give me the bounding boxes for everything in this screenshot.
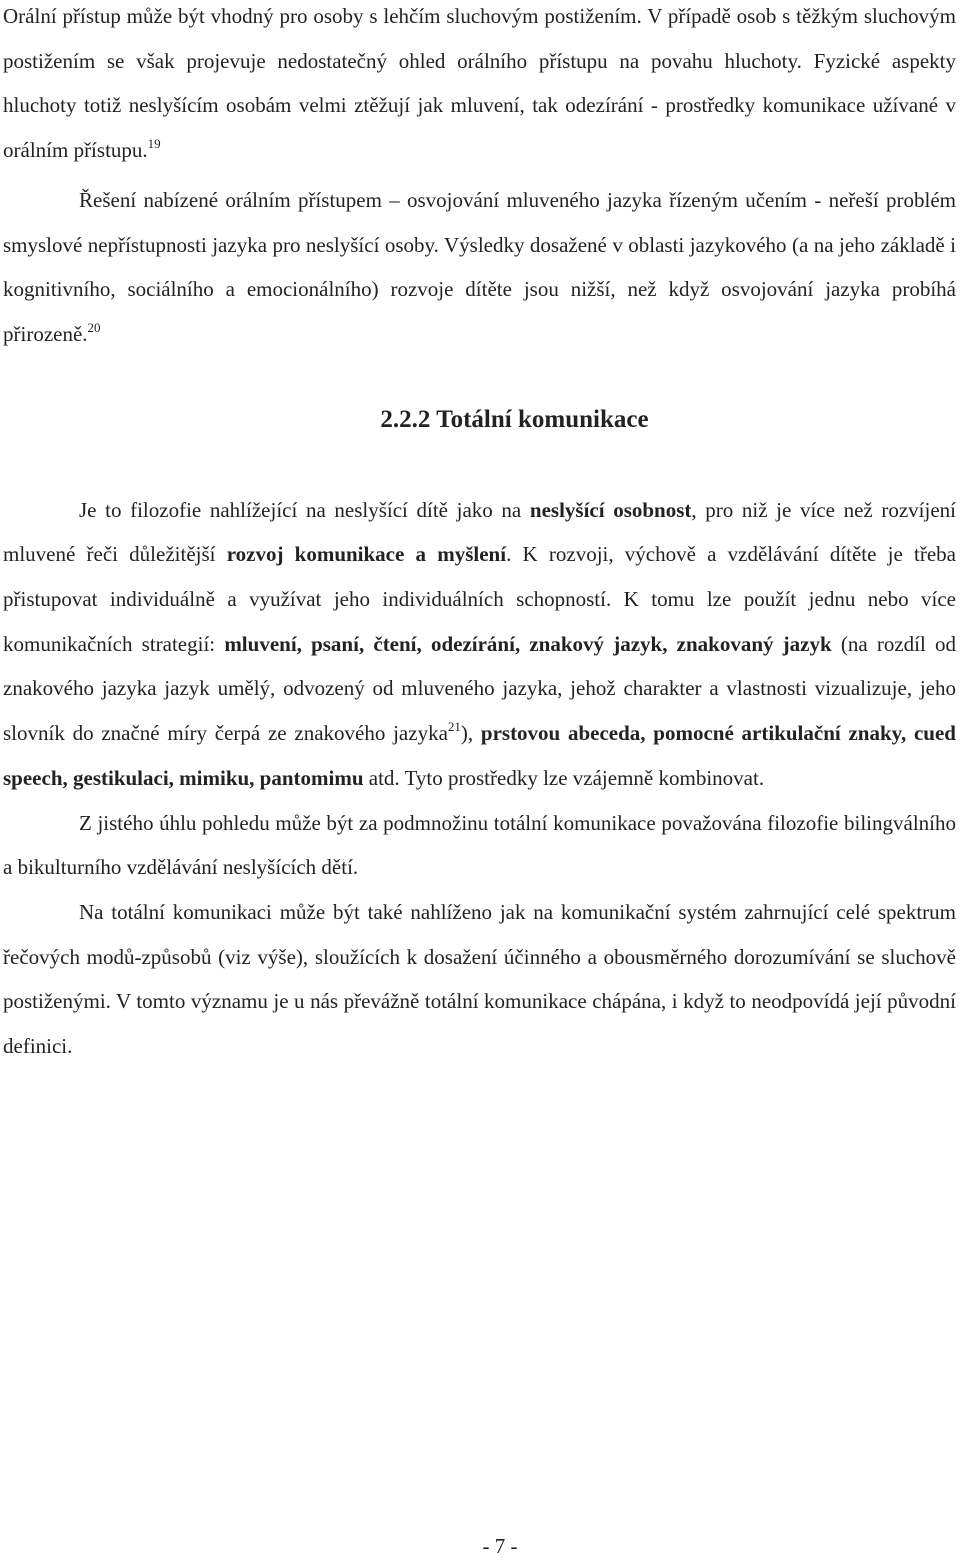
spacer (3, 357, 956, 405)
bold-term: neslyšící osobnost (529, 497, 692, 522)
footnote-ref: 20 (87, 319, 101, 335)
paragraph-total-communication (3, 488, 956, 801)
bold-term: mluvení, psaní, čtení, odezírání, znakový jazyk, znakovaný jazyk (224, 631, 832, 656)
text-run: Je to filozofie nahlížející na neslyšící dítě jako na (79, 497, 530, 522)
paragraph-text: Řešení nabízené orálním přístupem – osvojování mluveného jazyka řízeným učením - neřeší problém smyslové nepřístupnosti jazyka pro neslyšící osoby. Výsledky dosažené v oblasti jazykového (a na jeho základě i kognitivního, sociálního a emocionálního) rozvoje dítěte jsou nižší, než když osvojování jazyka probíhá přirozeně. (3, 187, 956, 346)
bold-term: prstovou abeceda, pomocné artikulační znaky, cued speech, gestikulaci, mimiku, pantomimu (3, 721, 956, 790)
section-heading: 2.2.2 Totální komunikace (380, 405, 649, 433)
paragraph-total-communication-system: Na totální komunikaci může být také nahlíženo jak na komunikační systém zahrnující celé spektrum řečových modů-způsobů (viz výše), sloužících k dosažení účinného a obousměrného dorozumívání se sluchově postiženými. V tomto významu je u nás převážně totální komunikace chápána, i když to neodpovídá její původní definici. (3, 899, 956, 1059)
text-run: , pro niž je více než rozvíjení mluvené řeči důležitější (3, 497, 956, 567)
text-run: (na rozdíl od znakového jazyka jazyk umělý, odvozený od mluveného jazyka, jehož charakter a vlastnosti vizualizuje, jeho slovník do značné míry čerpá ze znakového jazyka (3, 631, 957, 746)
text-run: . K rozvoji, výchově a vzdělávání dítěte je třeba přistupovat individuálně a využívat jeho individuálních schopností. K tomu lze použít jednu nebo více komunikačních strategií: (3, 542, 956, 656)
bold-term: rozvoj komunikace a myšlení (226, 542, 507, 567)
paragraph-bilingual: Z jistého úhlu pohledu může být za podmnožinu totální komunikace považována filozofie bilingválního a bikulturního vzdělávání neslyšících dětí. (3, 810, 956, 880)
paragraph-oral-solution (3, 178, 956, 357)
text-run: ), (460, 721, 481, 746)
paragraph-oral-approach (3, 0, 956, 173)
footnote-ref: 21 (447, 719, 461, 735)
footnote-ref: 19 (147, 136, 161, 152)
text-run: atd. Tyto prostředky lze vzájemně kombinovat. (363, 765, 765, 790)
page-number: - 7 - (482, 1534, 518, 1558)
spacer (3, 435, 956, 488)
document-page (3, 0, 956, 1069)
paragraph-text: Orální přístup může být vhodný pro osoby s lehčím sluchovým postižením. V případě osob s těžkým sluchovým postižením se však projevuje nedostatečný ohled orálního přístupu na povahu hluchoty. Fyzické aspekty hluchoty totiž neslyšícím osobám velmi ztěžují jak mluvení, tak odezírání - prostředky komunikace užívané v orálním přístupu. (3, 4, 956, 163)
